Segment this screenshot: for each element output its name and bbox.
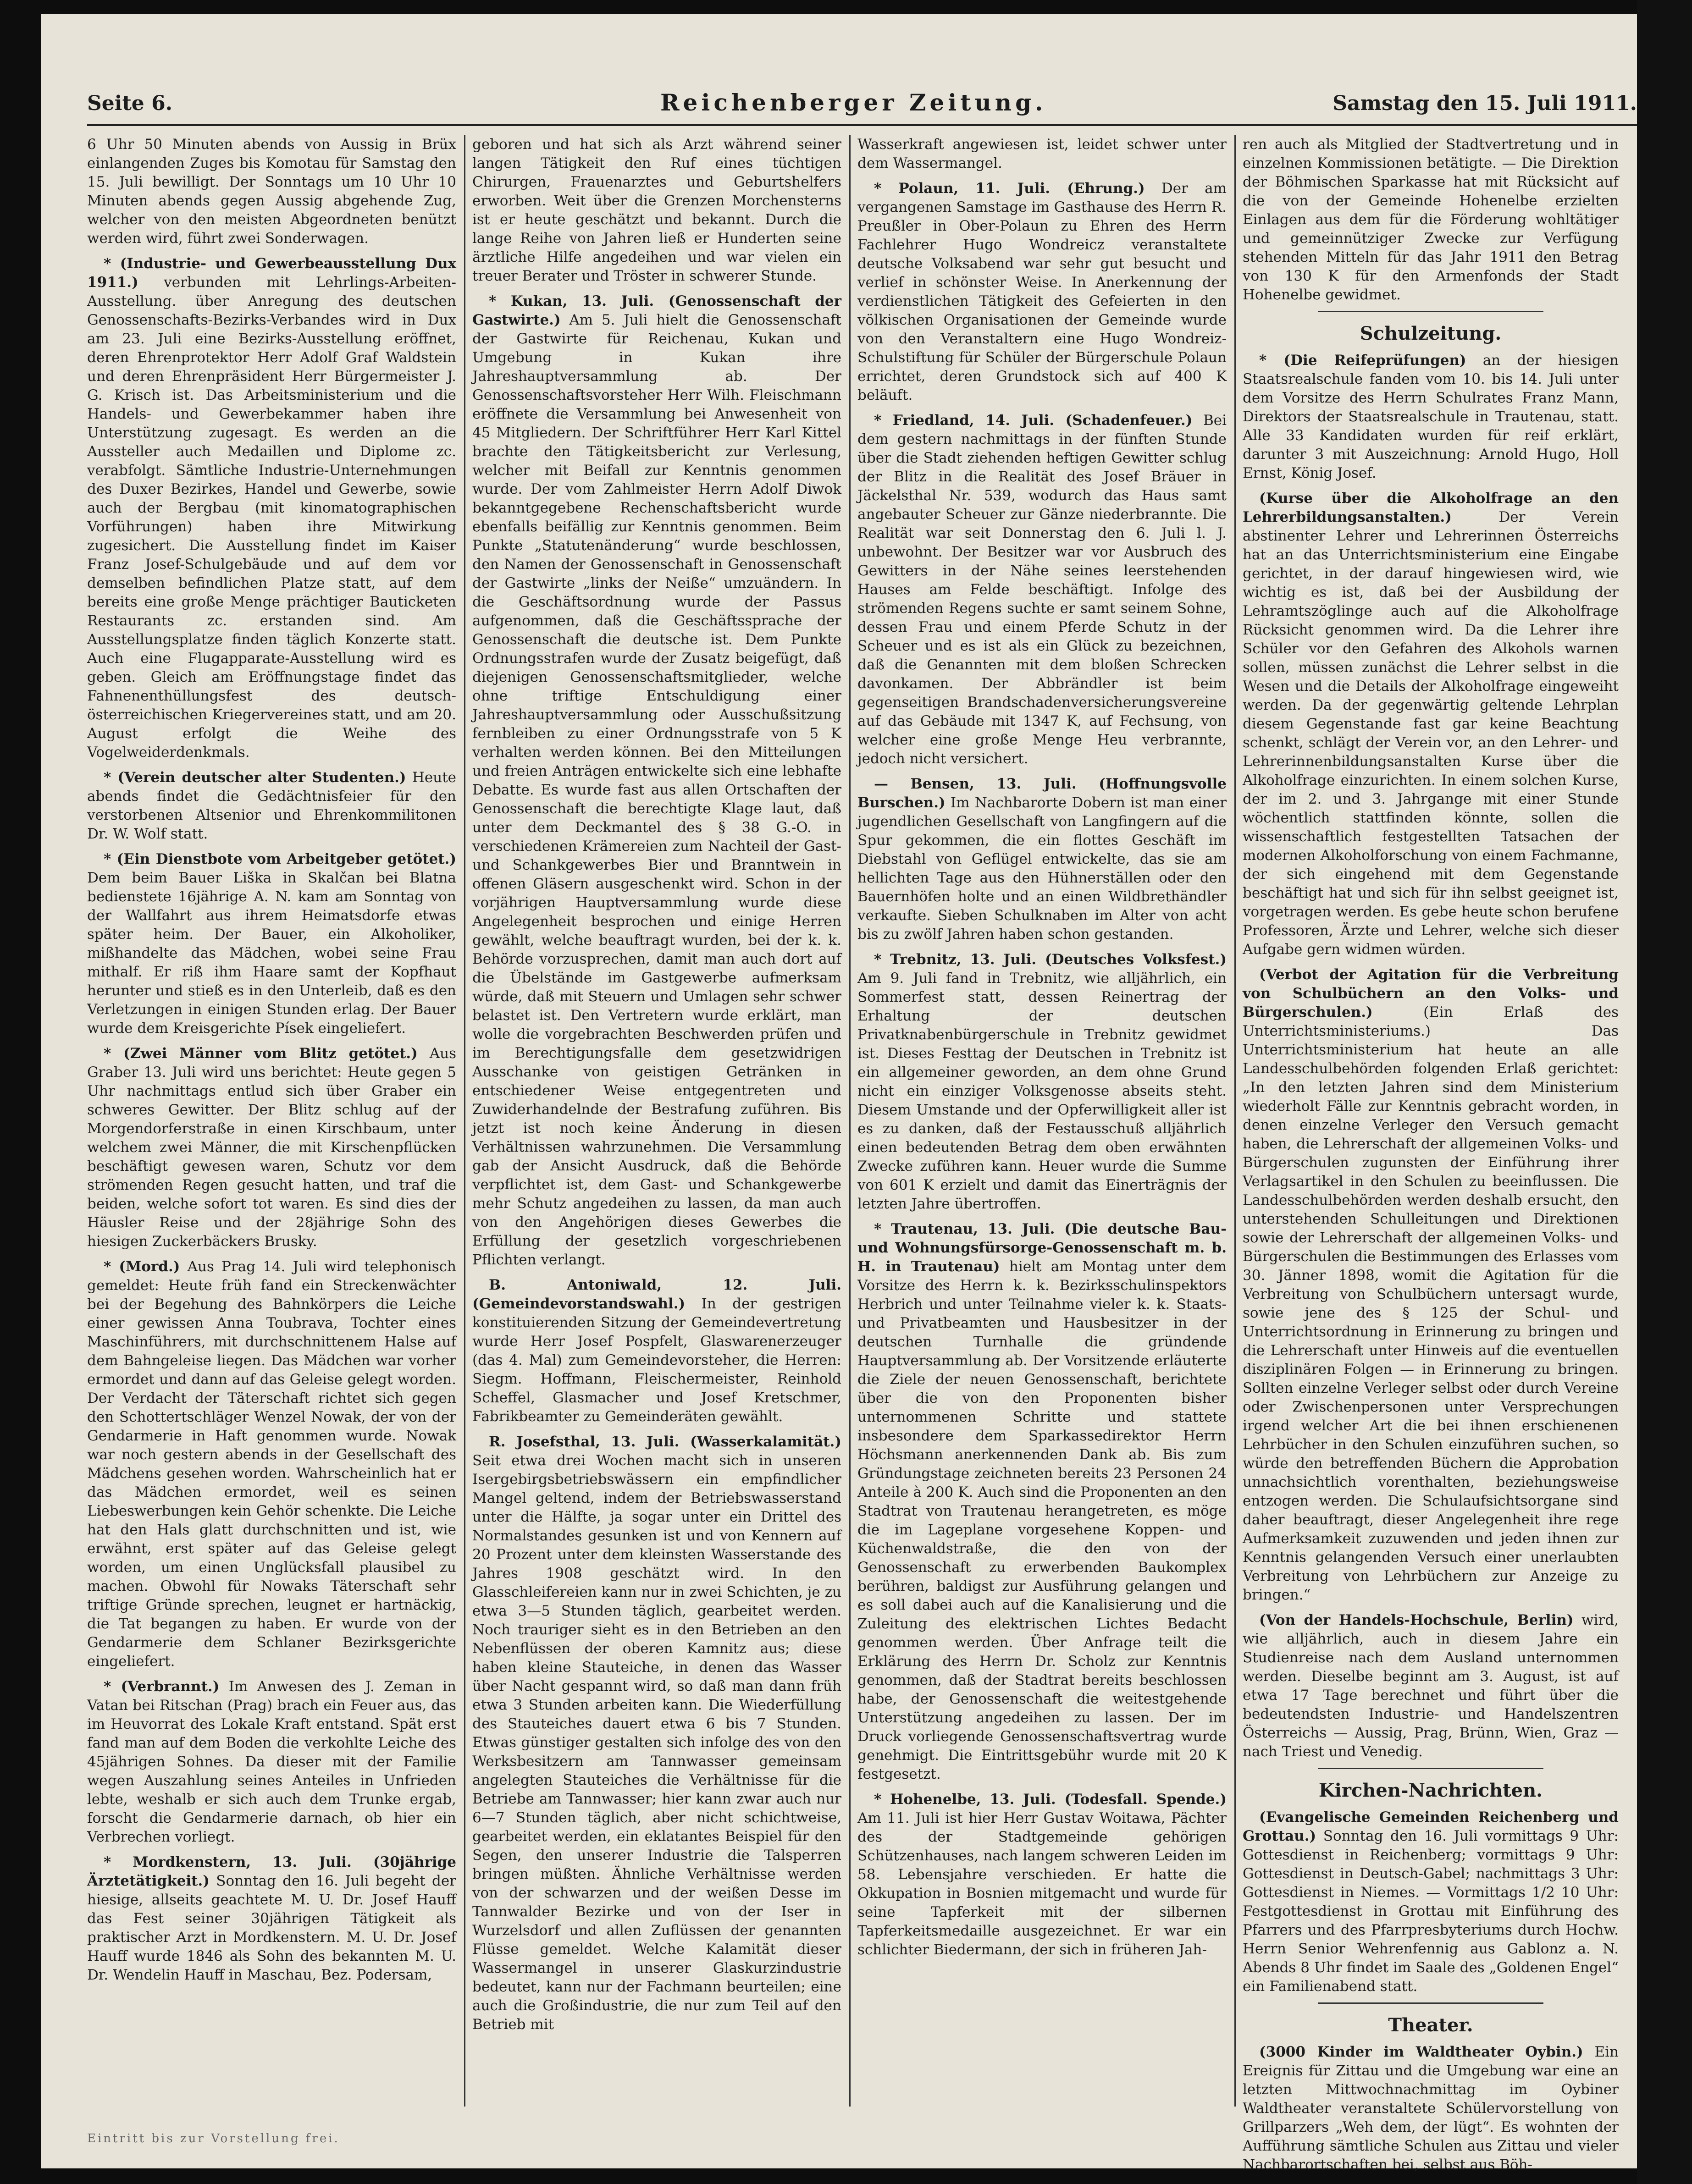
article-heading: — Bensen, 13. Juli. (Hoffnungsvolle Burschen.) (857, 776, 1227, 811)
article-heading: (Kurse über die Alkoholfrage an den Lehrerbildungsanstalten.) (1243, 490, 1619, 525)
newspaper-title: Reichenberger Zeitung. (660, 89, 1047, 116)
column-4 (1243, 135, 1619, 2173)
column-divider (464, 135, 465, 2107)
newspaper-page (41, 14, 1637, 2173)
article-paragraph (857, 179, 1227, 405)
article-heading: * Trautenau, 13. Juli. (Die deutsche Bau- und Wohnungsfürsorge-Genossenschaft m. b. H. in Trautenau) (857, 1221, 1227, 1275)
page-footer: Eintritt bis zur Vorstellung frei. (87, 2132, 340, 2145)
article-paragraph (857, 950, 1227, 1213)
article-heading: (Verbot der Agitation für die Verbreitung von Schulbüchern an den Volks- und Bürgerschulen.) (1243, 966, 1619, 1020)
article-paragraph (857, 135, 1227, 173)
section-divider (1318, 311, 1543, 312)
article-heading: * Friedland, 14. Juli. (Schadenfeuer.) (874, 412, 1193, 429)
article-paragraph (1243, 1611, 1619, 1761)
column-2 (472, 135, 841, 2120)
article-text: Am 5. Juli hielt die Genossenschaft der Gastwirte für Reichenau, Kukan und Umgebung in Kukan ihre Jahreshauptversammlung ab. Der Genossenschaftsvorsteher Herr Wilh. Fleischmann eröffnete die Versammlung bei Anwesenheit von 45 Mitgliedern. Der Schriftführer Herr Karl Kittel brachte den Tätigkeitsbericht zur Verlesung, welcher mit Beifall zur Kenntnis genommen wurde. Der vom Zahlmeister Herrn Adolf Diwok bekanntgegebene Rechenschaftsbericht wurde ebenfalls beifällig zur Kenntnis genommen. Beim Punkte „Statutenänderung“ wurde beschlossen, den Namen der Genossenschaft in Genossenschaft der Gastwirte „links der Neiße“ umzuändern. In die Geschäftsordnung wurde der Passus aufgenommen, daß die Geschäftssprache der Genossenschaft die deutsche ist. Dem Punkte Ordnungsstrafen wurde der Zusatz beigefügt, daß diejenigen Genossenschaftsmitglieder, welche ohne triftige Entschuldigung einer Jahreshauptversammlung oder Ausschußsitzung fernbleiben zu einer Ordnungsstrafe von 5 K verhalten werden können. Bei den Mitteilungen und freien Anträgen entwickelte sich eine lebhafte Debatte. Es wurde fast aus allen Ortschaften der Genossenschaft die berechtigte Klage laut, daß unter dem Deckmantel des § 38 G.-O. in verschiedenen Krämereien zum Nachteil der Gast- und Schankgewerbes Bier und Branntwein in offenen Gläsern ausgeschenkt wird. Schon in der vorjährigen Hauptversammlung wurde diese Angelegenheit besprochen und einige Herren gewählt, welche beauftragt wurden, bei der k. k. Behörde vorzusprechen, damit man auch dort auf die Übelstände im Gastgewerbe aufmerksam würde, daß mit Steuern und Umlagen sehr schwer belastet ist. Den Vertretern wurde erklärt, man wolle die vorgebrachten Beschwerden prüfen und im Berechtigungsfalle dem gesetzwidrigen Ausschanke von geistigen Getränken in entschiedener Weise entgegentreten und Zuwiderhandelnde der Bestrafung zuführen. Bis jetzt ist noch keine Änderung in diesen Verhältnissen wahrzunehmen. Die Versammlung gab der Ansicht Ausdruck, daß die Behörde verpflichtet ist, dem Gast- und Schankgewerbe mehr Schutz angedeihen zu lassen, da man auch von den Angehörigen dieses Gewerbes die Erfüllung der gesetzlich vorgeschriebenen Pflichten verlangt. (472, 312, 841, 1268)
article-paragraph (1243, 1808, 1619, 1996)
article-paragraph (87, 135, 456, 248)
article-paragraph (1243, 2043, 1619, 2174)
article-text: (Ein Erlaß des Unterrichtsministeriums.) Das Unterrichtsministerium hat heute an alle Landesschulbehörden folgenden Erlaß gerichtet: „In den letzten Jahren sind dem Ministerium wiederholt Fälle zur Kenntnis gebracht worden, in denen einzelne Verleger den Versuch gemacht haben, die Lehrerschaft der allgemeinen Volks- und Bürgerschulen zugunsten der Einführung ihrer Verlagsartikel in den Schulen zu beeinflussen. Die Landesschulbehörden werden deshalb ersucht, den unterstehenden Schulleitungen und Direktionen sowie der Lehrerschaft der allgemeinen Volks- und Bürgerschulen die Bestimmungen des Erlasses vom 30. Jänner 1898, womit die Agitation für die Verbreitung von Schulbüchern untersagt wurde, sowie jene des § 125 der Schul- und Unterrichtsordnung in Erinnerung zu bringen und die Lehrerschaft unter Hinweis auf die eventuellen disziplinären Folgen — in Erinnerung zu bringen. Sollten einzelne Verleger selbst oder durch Vereine oder Zwischenpersonen unter Versprechungen irgend welcher Art die bei ihnen erschienenen Lehrbücher in den Schulen einzuführen suchen, so würde den betreffenden Büchern die Approbation unnachsichtlich vorenthalten, beziehungsweise entzogen werden. Die Schulaufsichtsorgane sind daher beauftragt, dieser Angelegenheit ihre rege Aufmerksamkeit zuzuwenden und jeden ihnen zur Kenntnis gelangenden Versuch einer unerlaubten Verbreitung von Lehrbüchern zur Anzeige zu bringen.“ (1243, 1004, 1619, 1603)
article-text: Am 9. Juli fand in Trebnitz, wie alljährlich, ein Sommerfest statt, dessen Reinertrag der Erhaltung der deutschen Privatknabenbürgerschule in Trebnitz gewidmet ist. Dieses Festtag der Deutschen in Trebnitz ist ein allgemeiner geworden, an dem ohne Grund nicht ein einziger Volksgenosse abseits steht. Diesem Umstande und der Opferwilligkeit aller ist es zu danken, daß der Festausschuß alljährlich einen bedeutenden Betrag dem oben erwähnten Zwecke zuführen kann. Heuer wurde die Summe von 601 K erzielt und damit das Einerträgnis der letzten Jahre übertroffen. (857, 970, 1227, 1212)
article-heading: * Kukan, 13. Juli. (Genossenschaft der Gastwirte.) (472, 293, 841, 328)
scan-border (1637, 0, 1692, 2184)
article-paragraph (87, 768, 456, 844)
article-paragraph (857, 1790, 1227, 1959)
section-heading-church: Kirchen-Nachrichten. (1318, 1780, 1543, 1801)
article-heading: * Mordkenstern, 13. Juli. (30jährige Ärztetätigkeit.) (87, 1854, 456, 1889)
article-heading: (Von der Handels-Hochschule, Berlin) (1259, 1612, 1574, 1628)
article-text: verbunden mit Lehrlings-Arbeiten-Ausstellung. über Anregung des deutschen Genossenschafts-Bezirks-Verbandes wird in Dux am 23. Juli eine Bezirks-Ausstellung eröffnet, deren Ehrenprotektor Herr Adolf Graf Waldstein und deren Ehrenpräsident Herr Bürgermeister J. G. Krisch ist. Das Arbeitsministerium und die Handels- und Gewerbekammer haben ihre Unterstützung zugesagt. Es werden an die Aussteller auch Medaillen und Diplome zc. verabfolgt. Sämtliche Industrie-Unternehmungen des Duxer Bezirkes, Handel und Gewerbe, sowie auch der Bergbau (mit kinomatographischen Vorführungen) haben ihre Mitwirkung zugesichert. Die Ausstellung findet im Kaiser Franz Josef-Schulgebäude und auf dem vor demselben befindlichen Platze statt, auf dem bereits eine große Menge prächtiger Bauticketen Restaurants zc. erstanden sind. Am Ausstellungsplatze finden täglich Konzerte statt. Auch eine Flugapparate-Ausstellung wird es geben. Gleich am Eröffnungstage findet das Fahnenenthüllungsfest des deutsch-österreichischen Kriegervereines statt, und am 20. August erfolgt die Weihe des Vogelweiderdenkmals. (87, 274, 456, 761)
article-heading: * (Ein Dienstbote vom Arbeitgeber getötet.) (104, 851, 456, 867)
article-text: Dem beim Bauer Liška in Skalčan bei Blatna bedienstete 16jährige A. N. kam am Sonntag von der Wallfahrt aus ihrem Heimatsdorfe etwas später heim. Der Bauer, ein Alkoholiker, mißhandelte das Mädchen, wobei seine Frau mithalf. Er riß ihm Haare samt der Kopfhaut herunter und stieß es in den Unterleib, daß es den Verletzungen in einigen Stunden erlag. Der Bauer wurde dem Kreisgerichte Písek eingeliefert. (87, 870, 456, 1037)
article-text: Ein Ereignis für Zittau und die Umgebung war eine an letzten Mittwochnachmittag im Oybiner Waldtheater veranstaltete Schülervorstellung von Grillparzers „Weh dem, der lügt“. Es wohnten der Aufführung sämtliche Schulen aus Zittau und vieler Nachbarortschaften bei, selbst aus Böh- (1243, 2044, 1619, 2173)
article-text: hielt am Montag unter dem Vorsitze des Herrn k. k. Bezirksschulinspektors Herbrich und unter Teilnahme vieler k. k. Staats- und Privatbeamten und Hausbesitzer in der deutschen Turnhalle die gründende Hauptversammlung ab. Der Vorsitzende erläuterte die Ziele der neuen Genossenschaft, berichtete über die von den Proponenten bisher unternommenen Schritte und stattete insbesondere dem Sparkassedirektor Herrn Höchsmann anerkennenden Dank ab. Bis zum Gründungstage zeichneten bereits 23 Personen 24 Anteile à 200 K. Auch sind die Proponenten an den Stadtrat von Trautenau herangetreten, es möge die im Lageplane vorgesehene Koppen- und Küchenwaldstraße, die den von der Genossenschaft zu erwerbenden Baukomplex berühren, baldigst zur Ausführung gelangen und es soll dabei auch auf die Kanalisierung und die Zuleitung des elektrischen Lichtes Bedacht genommen werden. Über Anfrage teilt die Erklärung des Herrn Dr. Scholz zur Kenntnis genommen, daß der Stadtrat bereits beschlossen habe, der Genossenschaft die weitestgehende Unterstützung angedeihen zu lassen. Der im Druck vorliegende Genossenschaftsvertrag wurde genehmigt. Die Eintrittsgebühr wurde mit 20 K festgesetzt. (857, 1258, 1227, 1782)
page-header (87, 83, 1637, 126)
school-news (1243, 351, 1619, 1761)
column-divider (849, 135, 851, 2107)
column-divider (1234, 135, 1236, 2107)
article-text: Seit etwa drei Wochen macht sich in unseren Isergebirgsbetriebswässern ein empfindlicher Mangel geltend, indem der Betriebswasserstand unter die Hälfte, ja sogar unter ein Drittel des Normalstandes gesunken ist und von Kennern auf 20 Prozent unter dem kleinsten Wasserstande des Jahres 1908 geschätzt wird. In den Glasschleifereien kann nur in zwei Schichten, je zu etwa 3—5 Stunden täglich, gearbeitet werden. Noch trauriger sieht es in den Betrieben an den Nebenflüssen der oberen Kamnitz aus; diese haben kleine Stauteiche, in denen das Wasser über Nacht gespannt wird, so daß man dann früh etwa 3 Stunden arbeiten kann. Die Wiederfüllung des Stauteiches dauert etwa 6 bis 7 Stunden. Etwas günstiger gestalten sich infolge des von den Werksbesitzern am Tannwasser gemeinsam angelegten Stauteiches die Verhältnisse für die Betriebe am Tannwasser; hier kann zwar auch nur 6—7 Stunden täglich, aber nicht schichtweise, gearbeitet werden, ein eklatantes Beispiel für den Segen, den unserer Industrie die Talsperren bringen müßten. Ähnliche Verhältnisse werden von der schwarzen und der weißen Desse im Tannwalder Bezirke und von der Iser in Wurzelsdorf und allen Zuflüssen der genannten Flüsse gemeldet. Welche Kalamität dieser Wassermangel in unserer Glaskurzindustrie bedeutet, kann nur der Fachmann beurteilen; eine auch die Großindustrie, die nur zum Teil auf den Betrieb mit (472, 1452, 841, 2033)
article-text: Sonntag den 16. Juli vormittags 9 Uhr: Gottesdienst in Reichenberg; vormittags 9 Uhr: Gottesdienst in Deutsch-Gabel; nachmittags 3 Uhr: Gottesdienst in Niemes. — Vormittags 1/2 10 Uhr: Festgottesdienst in Grottau mit Einführung des Pfarrers und des Pfarrpresbyteriums durch Hochw. Herrn Senior Wehrenfennig aus Gablonz a. N. Abends 8 Uhr findet im Saale des „Goldenen Engel“ ein Familienabend statt. (1243, 1828, 1619, 1995)
article-paragraph (857, 775, 1227, 944)
article-paragraph (1243, 489, 1619, 959)
article-paragraph (1243, 135, 1619, 304)
page-number: Seite 6. (87, 92, 173, 115)
section-heading-school: Schulzeitung. (1360, 323, 1502, 344)
article-paragraph (1243, 965, 1619, 1605)
theater-news (1243, 2043, 1619, 2174)
article-paragraph (1243, 351, 1619, 483)
article-paragraph (472, 135, 841, 286)
article-text: an der hiesigen Staatsrealschule fanden vom 10. bis 14. Juli unter dem Vorsitze des Herrn Schulrates Franz Mann, Direktors der Staatsrealschule in Trautenau, statt. Alle 33 Kandidaten wurden für reif erklärt, darunter 3 mit Auszeichnung: Arnold Hugo, Holl Ernst, König Josef. (1243, 352, 1619, 481)
section-divider (1318, 2002, 1543, 2004)
article-paragraph (87, 254, 456, 762)
article-heading: * (Zwei Männer vom Blitz getötet.) (104, 1045, 418, 1062)
article-paragraph (87, 1677, 456, 1847)
article-text: Am 11. Juli ist hier Herr Gustav Woitawa, Pächter des der Stadtgemeinde gehörigen Schützenhauses, nach langem schweren Leiden im 58. Lebensjahre verschieden. Er hatte die Okkupation in Bosnien mitgemacht und wurde für seine Tapferkeit mit der silbernen Tapferkeitsmedaille ausgezeichnet. Er war ein schlichter Biedermann, der sich in früheren Jah- (857, 1810, 1227, 1958)
article-text: Wasserkraft angewiesen ist, leidet schwer unter dem Wassermangel. (857, 136, 1227, 171)
article-heading: R. Josefsthal, 13. Juli. (Wasserkalamität.) (489, 1434, 841, 1450)
article-text: Bei dem gestern nachmittags in der fünften Stunde über die Stadt ziehenden heftigen Gewitter schlug der Blitz in die Realität des Josef Bräuer in Jäckelsthal Nr. 539, wodurch das Haus samt angebauter Scheuer zur Gänze niederbrannte. Die Realität war seit Donnerstag den 6. Juli l. J. unbewohnt. Der Besitzer war vor Ausbruch des Gewitters in der Nähe seines leerstehenden Hauses am Felde beschäftigt. Infolge des strömenden Regens suchte er samt seinem Sohne, dessen Frau und einem Pferde Schutz in der Scheuer und es ist als ein Glück zu bezeichnen, daß die Genannten mit dem bloßen Schrecken davonkamen. Der Abbrändler ist beim gegenseitigen Brandschadenversicherungsvereine auf das Gebäude mit 1347 K, auf Fechsung, von welcher eine große Menge Heu verbrannte, jedoch nicht versichert. (857, 412, 1227, 767)
article-text: Der Verein abstinenter Lehrer und Lehrerinnen Österreichs hat an das Unterrichtsministerium eine Eingabe gerichtet, in der darauf hingewiesen wird, wie wichtig es ist, daß bei der Ausbildung der Lehramtszöglinge auch auf die Alkoholfrage Rücksicht genommen wird. Da die Lehrer ihre Schüler vor den Gefahren des Alkohols warnen sollen, müssen zunächst die Lehrer selbst in die Wesen und die Details der Alkoholfrage eingeweiht werden. Da der gegenwärtig geltende Lehrplan diesem Gegenstande fast gar keine Beachtung schenkt, schlägt der Verein vor, an den Lehrer- und Lehrerinnenbildungsanstalten Kurse über die Alkoholfrage einzurichten. In einem solchen Kurse, der im 2. und 3. Jahrgange mit einer Stunde wöchentlich stattfinden könnte, sollen die wissenschaftlich festgestellten Tatsachen der modernen Alkoholforschung von einem Fachmanne, der sich eingehend mit dem Gegenstande beschäftigt hat und sich für ihn selbst geeignet ist, vorgetragen werden. Es gebe heute schon berufene Professoren, Ärzte und Lehrer, welche sich dieser Aufgabe gern widmen würden. (1243, 509, 1619, 958)
section-heading-theater: Theater. (1388, 2014, 1473, 2036)
article-text: Der am vergangenen Samstage im Gasthause des Herrn R. Preußler in Ober-Polaun zu Ehren des Herrn Fachlehrer Hugo Wondreicz veranstaltete deutsche Volksabend war sehr gut besucht und verlief in schönster Weise. In Anerkennung der verdienstlichen Tätigkeit des Gefeierten in den völkischen Organisationen der Gemeinde wurde von den Veranstaltern eine Hugo Wondreiz-Schulstiftung für Schüler der Bürgerschule Polaun errichtet, deren Grundstock sich auf 400 K beläuft. (857, 180, 1227, 403)
article-text: ren auch als Mitglied der Stadtvertretung und in einzelnen Kommissionen betätigte. — Die Direktion der Böhmischen Sparkasse hat mit Rücksicht auf die von der Gemeinde Hohenelbe erzielten Einlagen aus dem für die Förderung wohltätiger und gemeinnütziger Zwecke zur Verfügung stehenden Mitteln für das Jahr 1911 den Betrag von 130 K für den Armenfonds der Stadt Hohenelbe gewidmet. (1243, 136, 1619, 303)
article-text: geboren und hat sich als Arzt während seiner langen Tätigkeit den Ruf eines tüchtigen Chirurgen, Frauenarztes und Geburtshelfers erworben. Weit über die Grenzen Morchensterns ist er heute geschätzt und bekannt. Durch die lange Reihe von Jahren ließ er Hunderten seine ärztliche Hilfe angedeihen und war vielen ein treuer Berater und Tröster in schwerer Stunde. (472, 136, 841, 284)
article-paragraph (472, 292, 841, 1269)
article-paragraph (87, 1853, 456, 1985)
section-divider (1318, 1768, 1543, 1769)
article-heading: (3000 Kinder im Waldtheater Oybin.) (1259, 2044, 1583, 2060)
article-text: Im Nachbarorte Dobern ist man einer jugendlichen Gesellschaft von Langfingern auf die Spur gekommen, die ein flottes Geschäft im Diebstahl von Geflügel entwickelte, das sie am hellichten Tage aus den Hühnerställen oder den Bauernhöfen holte und an einen Wildbrethändler verkaufte. Sieben Schulknaben im Alter von acht bis zu zwölf Jahren haben schon gestanden. (857, 794, 1227, 943)
article-heading: * (Verbrannt.) (104, 1678, 220, 1695)
article-paragraph (857, 1220, 1227, 1784)
article-text: In der gestrigen konstituierenden Sitzung der Gemeindevertretung wurde Herr Josef Pospfelt, Glaswarenerzeuger (das 4. Mal) zum Gemeindevorsteher, die Herren: Siegm. Hoffmann, Fleischermeister, Reinhold Scheffel, Glasmacher und Josef Kretschmer, Fabrikbeamter zu Gemeinderäten gewählt. (472, 1296, 841, 1425)
church-news (1243, 1808, 1619, 1996)
article-heading: * (Verein deutscher alter Studenten.) (104, 769, 406, 786)
article-paragraph (87, 1257, 456, 1671)
article-text: Im Anwesen des J. Zeman in Vatan bei Ritschan (Prag) brach ein Feuer aus, das im Heuvorrat des Lokale Kraft entstand. Spät erst fand man auf dem Boden die verkohlte Leiche des 45jährigen Sohnes. Da dieser mit der Familie wegen Auszahlung seines Anteiles in Unfrieden lebte, weshalb er sich auch dem Trunke ergab, forscht die Gendarmerie darnach, ob hier ein Verbrechen vorliegt. (87, 1678, 456, 1845)
article-paragraph (472, 1433, 841, 2034)
article-heading: * (Die Reifeprüfungen) (1259, 352, 1466, 369)
article-heading: (Evangelische Gemeinden Reichenberg und Grottau.) (1243, 1809, 1619, 1844)
article-heading: * Polaun, 11. Juli. (Ehrung.) (874, 180, 1145, 197)
column-3 (857, 135, 1227, 2120)
article-paragraph (87, 850, 456, 1038)
article-text: wird, wie alljährlich, auch in diesem Jahre ein Studienreise nach dem Ausland unternommen werden. Dieselbe beginnt am 3. August, ist auf etwa 17 Tage berechnet und führt über die bedeutendsten Industrie- und Handelszentren Österreichs — Aussig, Prag, Brünn, Wien, Graz — nach Triest und Venedig. (1243, 1612, 1619, 1760)
article-heading: * (Mord.) (104, 1258, 180, 1275)
article-heading: * Trebnitz, 13. Juli. (Deutsches Volksfest.) (874, 951, 1227, 968)
issue-date: Samstag den 15. Juli 1911. (1333, 92, 1637, 115)
article-heading: * (Industrie- und Gewerbeausstellung Dux 1911.) (87, 255, 456, 291)
article-text: 6 Uhr 50 Minuten abends von Aussig in Brüx einlangenden Zuges bis Komotau für Samstag den 15. Juli bewilligt. Der Sonntags um 10 Uhr 10 Minuten abends gegen Aussig abgehende Zug, welcher von den meisten Abgeordneten benützt werden wird, führt zwei Sonderwagen. (87, 136, 456, 247)
article-heading: * Hohenelbe, 13. Juli. (Todesfall. Spende.) (874, 1791, 1227, 1808)
column-1 (87, 135, 456, 2120)
article-paragraph (857, 411, 1227, 768)
article-text: Aus Prag 14. Juli wird telephonisch gemeldet: Heute früh fand ein Streckenwächter bei der Begehung des Bahnkörpers die Leiche einer gewissen Anna Toubrava, Tochter eines Maschinführers, mit durchschnittenem Halse auf dem Bahngeleise liegen. Das Mädchen war vorher ermordet und dann auf das Geleise gelegt worden. Der Verdacht der Täterschaft richtet sich gegen den Schottertschläger Wenzel Nowak, der von der Gendarmerie in Haft genommen wurde. Nowak war noch gestern abends in der Gesellschaft des Mädchens gesehen worden. Wahrscheinlich hat er das Mädchen ermordet, weil es seinen Liebeswerbungen kein Gehör schenkte. Die Leiche hat den Hals glatt durchschnitten und ist, wie erwähnt, erst später auf das Geleise gelegt worden, um einen Unglücksfall plausibel zu machen. Obwohl für Nowaks Täterschaft sehr triftige Gründe sprechen, leugnet er hartnäckig, die Tat begangen zu haben. Er wurde von der Gendarmerie dem Schlaner Bezirksgerichte eingeliefert. (87, 1258, 456, 1670)
article-text: Heute abends findet die Gedächtnisfeier für den verstorbenen Altsenior und Ehrenkommilitonen Dr. W. Wolf statt. (87, 769, 456, 842)
article-text: Aus Graber 13. Juli wird uns berichtet: Heute gegen 5 Uhr nachmittags entlud sich über Graber ein schweres Gewitter. Der Blitz schlug auf der Morgendorferstraße in einen Kirschbaum, unter welchem zwei Männer, die mit Kirschenpflücken beschäftigt gewesen waren, Schutz vor dem strömenden Regen gesucht hatten, und traf die beiden, welche sofort tot waren. Es sind dies der Häusler Reise und der 28jährige Sohn des hiesigen Zuckerbäckers Brusky. (87, 1045, 456, 1250)
article-paragraph (87, 1044, 456, 1251)
article-heading: B. Antoniwald, 12. Juli. (Gemeindevorstandswahl.) (472, 1277, 841, 1312)
article-paragraph (472, 1276, 841, 1426)
article-text: Sonntag den 16. Juli begeht der hiesige, allseits geachtete M. U. Dr. Josef Hauff das Fest seiner 30jährigen Tätigkeit als praktischer Arzt in Mordkenstern. M. U. Dr. Josef Hauff wurde 1846 als Sohn des bekannten M. U. Dr. Wendelin Hauff in Maschau, Bez. Podersam, (87, 1873, 457, 1983)
column-4-top (1243, 135, 1619, 304)
